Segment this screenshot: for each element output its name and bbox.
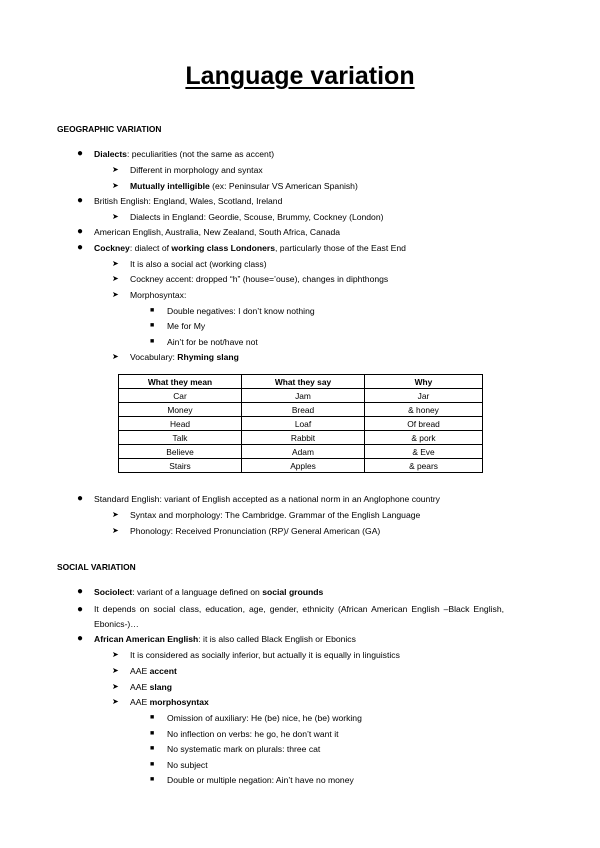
table-cell: Money [119, 403, 242, 417]
list-item-syntax-morphology: ➤ Syntax and morphology: The Cambridge. Grammar of the English Language [112, 510, 421, 520]
table-cell: Of bread [365, 417, 483, 431]
arrowhead-icon: ➤ [112, 352, 119, 361]
list-item-aae-accent: ➤ AAE accent [112, 666, 177, 676]
list-item-aint: ■ Ain’t for be not/have not [150, 337, 258, 347]
list-item-american-english: ● American English, Australia, New Zealand, South Africa, Canada [77, 226, 341, 237]
list-item-standard-english: ● Standard English: variant of English accepted as a national norm in an Anglophone country [77, 493, 440, 504]
list-item-british-english: ● British English: England, Wales, Scotland, Ireland [77, 195, 283, 206]
list-item-inferior: ➤ It is considered as socially inferior, but actually it is equally in linguistics [112, 650, 400, 660]
bullet-icon: ● [77, 195, 84, 206]
arrowhead-icon: ➤ [112, 526, 119, 535]
square-bullet-icon: ■ [150, 338, 155, 345]
bullet-icon: ● [77, 586, 84, 597]
list-item-cockney: ● Cockney: dialect of working class Londoners, particularly those of the East End [77, 242, 406, 253]
table-cell: Talk [119, 431, 242, 445]
list-item-sociolect: ● Sociolect: variant of a language defined on social grounds [77, 586, 324, 597]
table-cell: Apples [242, 459, 365, 473]
table-row [119, 431, 483, 445]
list-item-aae-slang: ➤ AAE slang [112, 682, 173, 692]
rhyming-slang-table [118, 374, 483, 473]
arrowhead-icon: ➤ [112, 212, 119, 221]
table-cell: Car [119, 389, 242, 403]
square-bullet-icon: ■ [150, 714, 155, 721]
table-row [119, 389, 483, 403]
list-item-double-negatives: ■ Double negatives: I don’t know nothing [150, 306, 315, 316]
table-cell: Jam [242, 389, 365, 403]
arrowhead-icon: ➤ [112, 165, 119, 174]
table-header-cell: What they say [242, 375, 365, 389]
table-row [119, 459, 483, 473]
arrowhead-icon: ➤ [112, 682, 119, 691]
list-item-phonology: ➤ Phonology: Received Pronunciation (RP)/ General American (GA) [112, 526, 381, 536]
arrowhead-icon: ➤ [112, 290, 119, 299]
arrowhead-icon: ➤ [112, 259, 119, 268]
list-item-aae: ● African American English: it is also called Black English or Ebonics [77, 633, 356, 644]
list-item-depends: ● It depends on social class, education, age, gender, ethnicity (African American English –Black English, Ebonics-)… [77, 604, 504, 629]
arrowhead-icon: ➤ [112, 274, 119, 283]
arrowhead-icon: ➤ [112, 666, 119, 675]
list-item-dialects: ● Dialects: peculiarities (not the same as accent) [77, 148, 275, 159]
table-row [119, 403, 483, 417]
arrowhead-icon: ➤ [112, 650, 119, 659]
list-item-no-inflection: ■ No inflection on verbs: he go, he don’t want it [150, 729, 339, 739]
table-cell: Adam [242, 445, 365, 459]
square-bullet-icon: ■ [150, 745, 155, 752]
list-item-cockney-accent: ➤ Cockney accent: dropped “h” (house=’ouse), changes in diphthongs [112, 274, 389, 284]
list-item-mutually-intelligible: ➤ Mutually intelligible (ex: Peninsular VS American Spanish) [112, 181, 358, 191]
bullet-icon: ● [77, 148, 84, 159]
list-item-vocabulary: ➤ Vocabulary: Rhyming slang [112, 352, 239, 362]
table-cell: & pears [365, 459, 483, 473]
arrowhead-icon: ➤ [112, 510, 119, 519]
table-cell: & pork [365, 431, 483, 445]
table-cell: & honey [365, 403, 483, 417]
table-row [119, 445, 483, 459]
list-item-omission: ■ Omission of auxiliary: He (be) nice, he (be) working [150, 713, 362, 723]
table-cell: Jar [365, 389, 483, 403]
list-item-me-for-my: ■ Me for My [150, 321, 206, 331]
bullet-icon: ● [77, 604, 84, 615]
bullet-icon: ● [77, 633, 84, 644]
list-item-dialects-england: ➤ Dialects in England: Geordie, Scouse, Brummy, Cockney (London) [112, 212, 384, 222]
bullet-icon: ● [77, 242, 84, 253]
arrowhead-icon: ➤ [112, 181, 119, 190]
table-header-cell: What they mean [119, 375, 242, 389]
square-bullet-icon: ■ [150, 322, 155, 329]
table-cell: Believe [119, 445, 242, 459]
bullet-icon: ● [77, 493, 84, 504]
table-cell: Head [119, 417, 242, 431]
list-item-aae-morphosyntax: ➤ AAE morphosyntax [112, 697, 209, 707]
table-header-row [119, 375, 483, 389]
table-cell: Stairs [119, 459, 242, 473]
list-item-morphosyntax: ➤ Morphosyntax: [112, 290, 187, 300]
table-cell: & Eve [365, 445, 483, 459]
list-item-morphology: ➤ Different in morphology and syntax [112, 165, 263, 175]
table-cell: Bread [242, 403, 365, 417]
table-header-cell: Why [365, 375, 483, 389]
arrowhead-icon: ➤ [112, 697, 119, 706]
section-heading-geographic: GEOGRAPHIC VARIATION [57, 124, 162, 134]
square-bullet-icon: ■ [150, 307, 155, 314]
square-bullet-icon: ■ [150, 761, 155, 768]
list-item-social-act: ➤ It is also a social act (working class) [112, 259, 267, 269]
bullet-icon: ● [77, 226, 84, 237]
table-row [119, 417, 483, 431]
table-cell: Rabbit [242, 431, 365, 445]
list-item-no-plural: ■ No systematic mark on plurals: three cat [150, 744, 321, 754]
square-bullet-icon: ■ [150, 730, 155, 737]
section-heading-social: SOCIAL VARIATION [57, 562, 136, 572]
list-item-double-multiple-negation: ■ Double or multiple negation: Ain’t have no money [150, 775, 354, 785]
page-title: Language variation [185, 62, 415, 90]
table-cell: Loaf [242, 417, 365, 431]
list-item-no-subject: ■ No subject [150, 760, 208, 770]
square-bullet-icon: ■ [150, 776, 155, 783]
